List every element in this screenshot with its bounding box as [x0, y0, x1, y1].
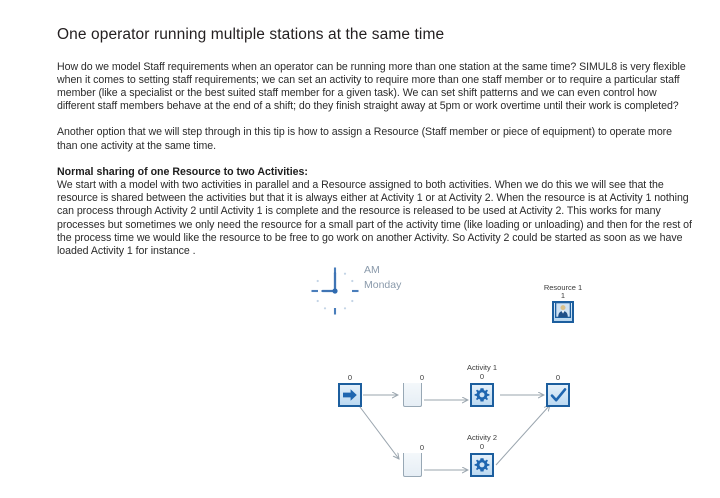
queue-icon[interactable] — [403, 453, 422, 477]
queue-1-count: 0 — [419, 373, 424, 382]
node-activity-1[interactable] — [466, 363, 498, 407]
clock-day: Monday — [364, 279, 402, 291]
queue-icon[interactable] — [403, 383, 422, 407]
node-work-exit[interactable] — [546, 373, 570, 407]
blue-right-arrow-icon — [342, 387, 358, 403]
activity-2-label: Activity 2 — [466, 433, 498, 442]
work-entry-icon-box[interactable] — [338, 383, 362, 407]
checkmark-icon — [550, 387, 567, 404]
section-paragraph: We start with a model with two activities in parallel and a Resource assigned to both activities. When we do this we will see that the resource is shared between the activities but that it is always either at Activity 1 or at Activity 2. When the resource is at Activity 1 nothing can process through Activity 2 until Activity 1 is complete and the resource is released to be used at Activity 2. This works for many processes but sometimes we only need the resource for a small part of the activity time (like loading or unloading) and then for the rest of the process time we would like the resource to be free to go work on another Activity. So Activity 2 could be started as soon as we have loaded Activity 1 for instance . — [57, 179, 692, 258]
clock-readout — [364, 263, 401, 293]
work-entry-count: 0 — [347, 373, 353, 382]
gear-icon — [474, 457, 490, 473]
document-body — [57, 26, 693, 258]
activity-1-count: 0 — [479, 372, 485, 381]
simulation-clock — [306, 262, 436, 320]
resource-icon-box[interactable] — [552, 301, 574, 323]
resource-label: Resource 1 — [543, 283, 583, 292]
node-queue-1[interactable] — [403, 373, 424, 407]
queue-2-count: 0 — [419, 443, 424, 452]
activity-1-label: Activity 1 — [466, 363, 498, 372]
clock-icon — [306, 262, 364, 320]
node-activity-2[interactable] — [466, 433, 498, 477]
gear-icon — [474, 387, 490, 403]
clock-period: AM — [364, 264, 380, 276]
intro-paragraph-1: How do we model Staff requirements when an operator can be running more than one station at the same time? SIMUL8 is very flexible when it comes to setting staff requirements; we can set an activity to require more than one staff member or to require a particular staff member (like a specialist or the best suited staff member for a given task). We can set shift patterns and we can even control how different staff members behave at the end of a shift; do they finish straight away at 5pm or work overtime until their work is completed? — [57, 60, 686, 113]
page-title: One operator running multiple stations at the same time — [57, 26, 445, 43]
activity-2-count: 0 — [479, 442, 485, 451]
simulation-diagram — [320, 355, 610, 498]
activity-2-icon-box[interactable] — [470, 453, 494, 477]
node-work-entry[interactable] — [338, 373, 362, 407]
work-exit-count: 0 — [555, 373, 561, 382]
work-exit-icon-box[interactable] — [546, 383, 570, 407]
intro-paragraph-2: Another option that we will step through in this tip is how to assign a Resource (Staff member or piece of equipment) to operate more than one activity at the same time. — [57, 126, 672, 152]
section-heading: Normal sharing of one Resource to two Activities: — [57, 165, 308, 178]
activity-1-icon-box[interactable] — [470, 383, 494, 407]
resource-object[interactable] — [531, 283, 595, 323]
node-queue-2[interactable] — [403, 443, 424, 477]
person-avatar-icon — [555, 302, 571, 323]
resource-count: 1 — [560, 291, 566, 300]
